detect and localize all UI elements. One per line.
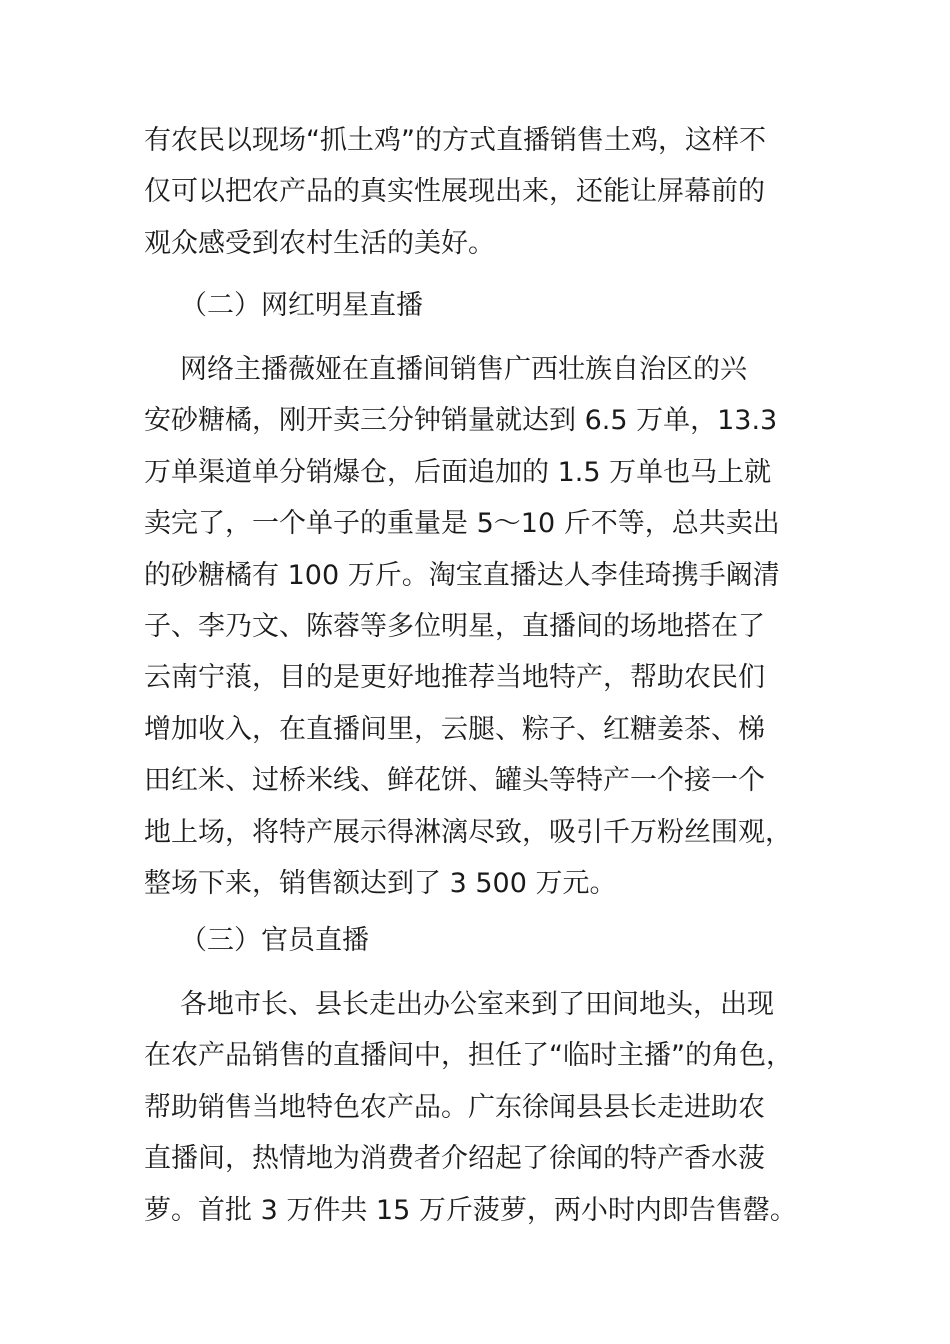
- paragraph-line: 观众感受到农村生活的美好。: [144, 227, 495, 259]
- paragraph-line: 卖完了，一个单子的重量是 5～10 斤不等，总共卖出: [144, 508, 780, 540]
- paragraph-line: 各地市长、县长走出办公室来到了田间地头，出现: [180, 989, 774, 1020]
- paragraph-line: 网络主播薇娅在直播间销售广西壮族自治区的兴: [180, 354, 747, 385]
- paragraph-3: [144, 979, 809, 1236]
- section-heading-text: （三）官员直播: [180, 925, 369, 956]
- paragraph-line: 田红米、过桥米线、鲜花饼、罐头等特产一个接一个: [144, 765, 765, 797]
- section-heading-2: [144, 280, 809, 331]
- paragraph-line: 有农民以现场“抓土鸡”的方式直播销售土鸡，这样不: [144, 125, 766, 156]
- paragraph-2: [144, 344, 809, 909]
- paragraph-line: 在农产品销售的直播间中，担任了“临时主播”的角色，: [144, 1040, 793, 1072]
- paragraph-line: 万单渠道单分销爆仓，后面追加的 1.5 万单也马上就: [144, 456, 772, 488]
- paragraph-line: 直播间，热情地为消费者介绍起了徐闻的特产香水菠: [144, 1143, 765, 1175]
- paragraph-line: 云南宁蒗，目的是更好地推荐当地特产，帮助农民们: [144, 662, 765, 694]
- paragraph-line: 地上场，将特产展示得淋漓尽致，吸引千万粉丝围观，: [144, 816, 792, 848]
- section-heading-3: [144, 915, 809, 966]
- paragraph-1: [144, 115, 809, 269]
- paragraph-line: 子、李乃文、陈蓉等多位明星，直播间的场地搭在了: [144, 610, 765, 642]
- paragraph-line: 整场下来，销售额达到了 3 500 万元。: [144, 867, 617, 899]
- paragraph-line: 帮助销售当地特色农产品。广东徐闻县县长走进助农: [144, 1091, 765, 1123]
- section-heading-text: （二）网红明星直播: [180, 290, 423, 321]
- paragraph-line: 增加收入，在直播间里，云腿、粽子、红糖姜茶、梯: [144, 713, 765, 745]
- paragraph-line: 安砂糖橘，刚开卖三分钟销量就达到 6.5 万单，13.3: [144, 405, 778, 437]
- paragraph-line: 萝。首批 3 万件共 15 万斤菠萝，两小时内即告售罄。: [144, 1194, 797, 1226]
- paragraph-line: 仅可以把农产品的真实性展现出来，还能让屏幕前的: [144, 176, 765, 208]
- paragraph-line: 的砂糖橘有 100 万斤。淘宝直播达人李佳琦携手阚清: [144, 559, 780, 591]
